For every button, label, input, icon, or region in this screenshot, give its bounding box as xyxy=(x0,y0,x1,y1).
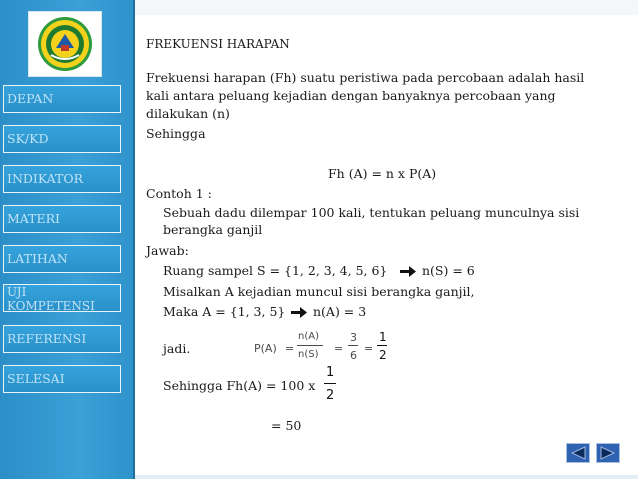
page-title: FREKUENSI HARAPAN xyxy=(146,37,290,51)
nav-materi[interactable]: MATERI xyxy=(3,205,121,233)
eq-1: = xyxy=(285,342,295,355)
answer-label: Jawab: xyxy=(146,243,189,258)
two-denominator: 2 xyxy=(379,348,387,362)
definition-line-3: dilakukan (n) xyxy=(146,106,230,121)
fraction-bar xyxy=(377,345,387,346)
frequency-calc: Sehingga Fh(A) = 100 x xyxy=(163,378,316,393)
formula: Fh (A) = n x P(A) xyxy=(328,166,437,181)
example-label: Contoh 1 : xyxy=(146,186,212,201)
fraction-bar xyxy=(297,345,323,346)
ns-denominator: n(S) xyxy=(298,349,319,360)
nav-latihan[interactable]: LATIHAN xyxy=(3,245,121,273)
event-definition: Misalkan A kejadian muncul sisi berangka ganjil, xyxy=(163,284,475,299)
bottom-band xyxy=(135,475,638,479)
nav-uji-label-1: UJI xyxy=(7,285,27,299)
sample-space: Ruang sampel S = {1, 2, 3, 4, 5, 6} xyxy=(163,263,388,278)
nav-sk-kd[interactable]: SK/KD xyxy=(3,125,121,153)
definition-line-2: kali antara peluang kejadian dengan banyaknya percobaan yang xyxy=(146,88,556,103)
question-line-1: Sebuah dadu dilempar 100 kali, tentukan peluang munculnya sisi xyxy=(163,205,580,220)
nav-selesai[interactable]: SELESAI xyxy=(3,365,121,393)
header-band xyxy=(135,0,638,15)
jadi-label: jadi. xyxy=(163,341,191,356)
pa-label: P(A) xyxy=(254,342,277,355)
eq-2: = xyxy=(334,342,344,355)
nav-depan[interactable]: DEPAN xyxy=(3,85,121,113)
six-denominator: 6 xyxy=(350,349,357,362)
nav-indikator[interactable]: INDIKATOR xyxy=(3,165,121,193)
sehingga-label: Sehingga xyxy=(146,126,206,141)
nav-referensi[interactable]: REFERENSI xyxy=(3,325,121,353)
three-numerator: 3 xyxy=(350,331,357,344)
prev-slide-button[interactable] xyxy=(566,443,590,463)
final-result: = 50 xyxy=(271,418,302,433)
eq-3: = xyxy=(364,342,374,355)
nav-uji-label-2: KOMPETENSI xyxy=(7,299,95,312)
right-arrow-icon xyxy=(400,266,416,277)
arrow-right-icon xyxy=(599,446,617,460)
na-numerator: n(A) xyxy=(298,331,319,342)
sidebar-divider xyxy=(133,0,135,479)
event-set: Maka A = {1, 3, 5} xyxy=(163,304,286,319)
logo-frame xyxy=(28,11,102,77)
half-denominator: 2 xyxy=(326,388,335,403)
fraction-bar xyxy=(324,383,336,384)
question-line-2: berangka ganjil xyxy=(163,222,263,237)
school-logo-icon xyxy=(36,15,94,73)
half-numerator: 1 xyxy=(326,365,335,380)
ns-value: n(S) = 6 xyxy=(422,263,475,278)
arrow-left-icon xyxy=(569,446,587,460)
right-arrow-icon xyxy=(291,307,307,318)
one-numerator: 1 xyxy=(379,330,387,344)
fraction-bar xyxy=(348,345,358,346)
na-value: n(A) = 3 xyxy=(313,304,367,319)
nav-uji-kompetensi[interactable] xyxy=(3,284,121,312)
definition-line-1: Frekuensi harapan (Fh) suatu peristiwa pada percobaan adalah hasil xyxy=(146,70,585,85)
next-slide-button[interactable] xyxy=(596,443,620,463)
